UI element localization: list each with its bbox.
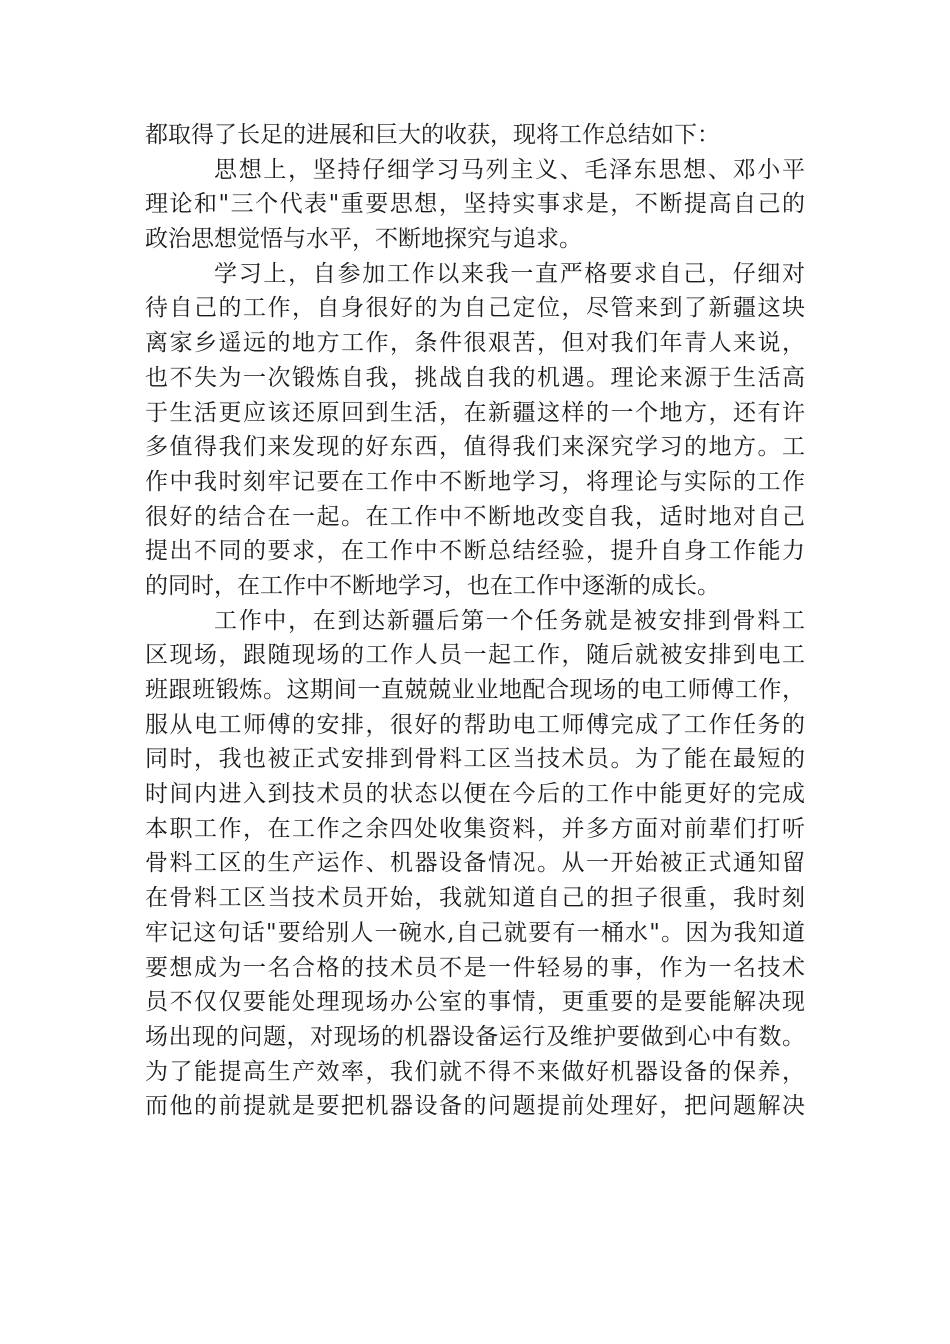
text-line: 离家乡遥远的地方工作，条件很艰苦，但对我们年青人来说，	[145, 330, 805, 357]
document-body	[145, 118, 805, 1124]
text-line: 工作中，在到达新疆后第一个任务就是被安排到骨料工	[214, 607, 805, 634]
text-line: 区现场，跟随现场的工作人员一起工作，随后就被安排到电工	[145, 642, 805, 669]
text-line: 班跟班锻炼。这期间一直兢兢业业地配合现场的电工师傅工作，	[145, 677, 805, 703]
text-line: 提出不同的要求，在工作中不断总结经验，提升自身工作能力	[145, 538, 805, 565]
text-line: 都取得了长足的进展和巨大的收获，现将工作总结如下：	[145, 122, 720, 148]
text-line: 服从电工师傅的安排，很好的帮助电工师傅完成了工作任务的	[145, 711, 805, 738]
text-line: 的同时，在工作中不断地学习，也在工作中逐渐的成长。	[145, 572, 720, 599]
text-line: 员不仅仅要能处理现场办公室的事情，更重要的是要能解决现	[145, 989, 805, 1016]
text-line: 要想成为一名合格的技术员不是一件轻易的事，作为一名技术	[145, 954, 805, 981]
text-line: 在骨料工区当技术员开始，我就知道自己的担子很重，我时刻	[145, 885, 805, 912]
text-line: 为了能提高生产效率，我们就不得不来做好机器设备的保养，	[145, 1058, 805, 1085]
text-line: 作中我时刻牢记要在工作中不断地学习，将理论与实际的工作	[145, 468, 805, 495]
text-line: 思想上，坚持仔细学习马列主义、毛泽东思想、邓小平	[214, 156, 805, 183]
text-line: 同时，我也被正式安排到骨料工区当技术员。为了能在最短的	[145, 746, 805, 773]
text-line: 多值得我们来发现的好东西，值得我们来深究学习的地方。工	[145, 434, 805, 461]
text-line: 也不失为一次锻炼自我，挑战自我的机遇。理论来源于生活高	[145, 364, 805, 391]
text-line: 骨料工区的生产运作、机器设备情况。从一开始被正式通知留	[145, 850, 805, 877]
text-line: 政治思想觉悟与水平，不断地探究与追求。	[145, 226, 582, 253]
text-line: 而他的前提就是要把机器设备的问题提前处理好，把问题解决	[145, 1093, 805, 1120]
text-line: 学习上，自参加工作以来我一直严格要求自己，仔细对	[214, 260, 805, 287]
text-line: 牢记这句话"要给别人一碗水,自己就要有一桶水"。因为我知道	[145, 919, 805, 946]
text-line: 于生活更应该还原回到生活，在新疆这样的一个地方，还有许	[145, 399, 805, 426]
text-line: 很好的结合在一起。在工作中不断地改变自我，适时地对自己	[145, 503, 805, 530]
text-line: 场出现的问题，对现场的机器设备运行及维护要做到心中有数。	[145, 1023, 805, 1050]
text-line: 待自己的工作，自身很好的为自己定位，尽管来到了新疆这块	[145, 295, 805, 322]
text-line: 理论和"三个代表"重要思想，坚持实事求是，不断提高自己的	[145, 191, 805, 218]
text-line: 本职工作，在工作之余四处收集资料，并多方面对前辈们打听	[145, 815, 805, 842]
text-line: 时间内进入到技术员的状态以便在今后的工作中能更好的完成	[145, 781, 805, 808]
